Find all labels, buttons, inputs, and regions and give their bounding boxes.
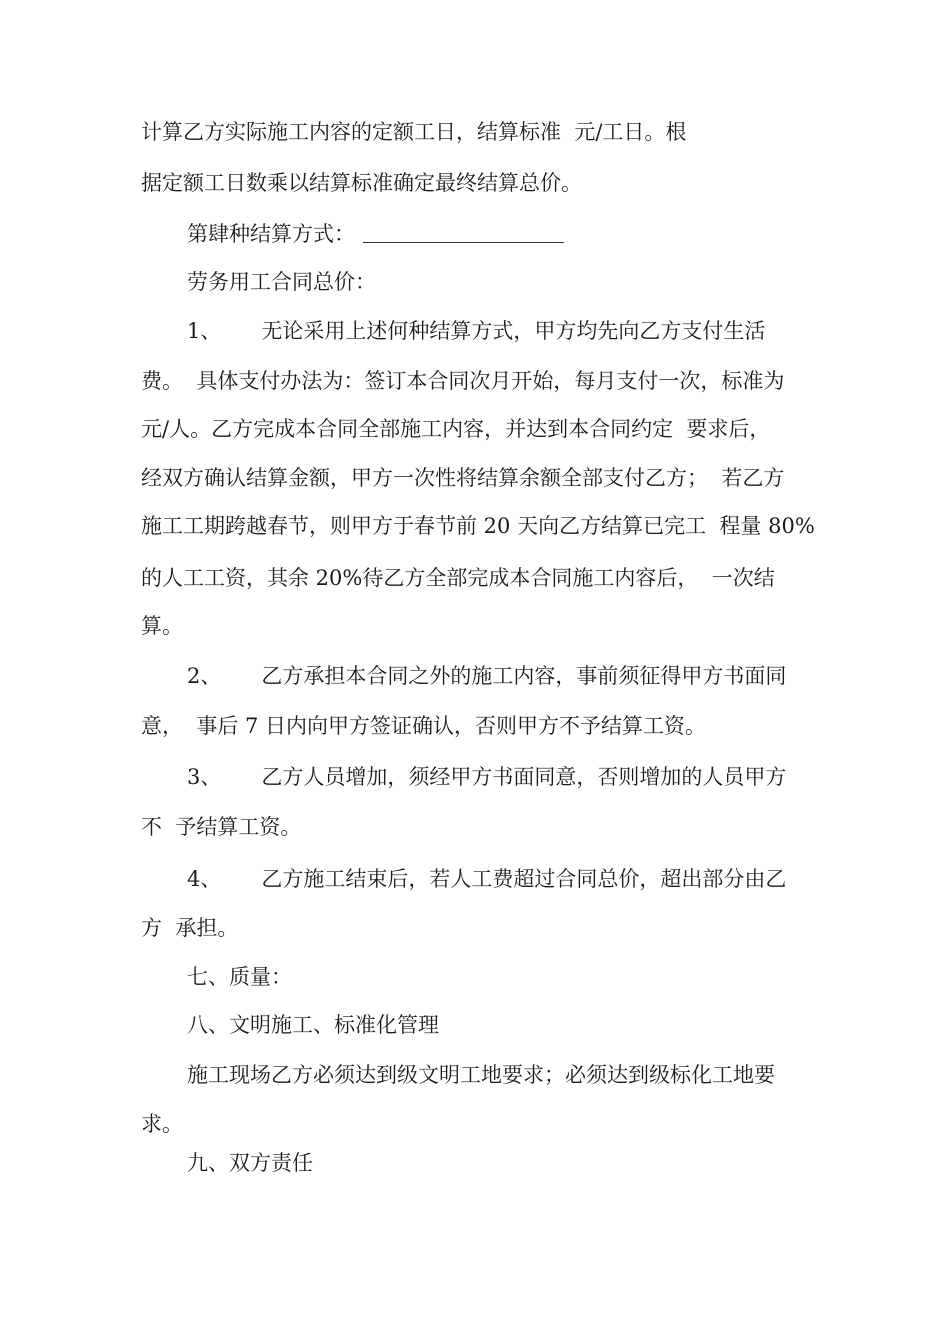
- text-line: 4、 乙方施工结束后，若人工费超过合同总价，超出部分由乙: [187, 867, 787, 891]
- text-line: 1、 无论采用上述何种结算方式，甲方均先向乙方支付生活: [187, 319, 766, 343]
- fill-in-blank-line: [363, 242, 564, 243]
- text-line: 施工工期跨越春节，则甲方于春节前 20 天向乙方结算已完工 程量 80%: [141, 514, 815, 538]
- text-line: 元/人。乙方完成本合同全部施工内容，并达到本合同约定 要求后，: [141, 417, 771, 441]
- text-line: 方 承担。: [141, 916, 239, 940]
- text-line: 据定额工日数乘以结算标准确定最终结算总价。: [141, 171, 582, 195]
- text-line: 费。 具体支付办法为：签订本合同次月开始，每月支付一次，标准为: [141, 369, 785, 393]
- section-heading: 七、质量：: [187, 965, 292, 989]
- text-line: 计算乙方实际施工内容的定额工日，结算标准 元/工日。根: [141, 120, 687, 144]
- section-heading: 八、文明施工、标准化管理: [187, 1013, 439, 1037]
- text-line: 求。: [141, 1112, 183, 1136]
- section-heading: 九、双方责任: [187, 1151, 313, 1175]
- text-line: 2、 乙方承担本合同之外的施工内容，事前须征得甲方书面同: [187, 664, 787, 688]
- text-line: 第肆种结算方式：: [187, 222, 355, 246]
- text-line: 劳务用工合同总价：: [187, 270, 376, 294]
- text-line: 算。: [141, 614, 183, 638]
- text-line: 经双方确认结算金额，甲方一次性将结算余额全部支付乙方； 若乙方: [141, 466, 785, 490]
- text-line: 意， 事后 7 日内向甲方签证确认，否则甲方不予结算工资。: [141, 714, 707, 738]
- text-line: 施工现场乙方必须达到级文明工地要求；必须达到级标化工地要: [187, 1063, 775, 1087]
- text-line: 不 予结算工资。: [141, 815, 302, 839]
- text-line: 的人工工资，其余 20%待乙方全部完成本合同施工内容后， 一次结: [141, 566, 775, 590]
- text-line: 3、 乙方人员增加，须经甲方书面同意，否则增加的人员甲方: [187, 765, 787, 789]
